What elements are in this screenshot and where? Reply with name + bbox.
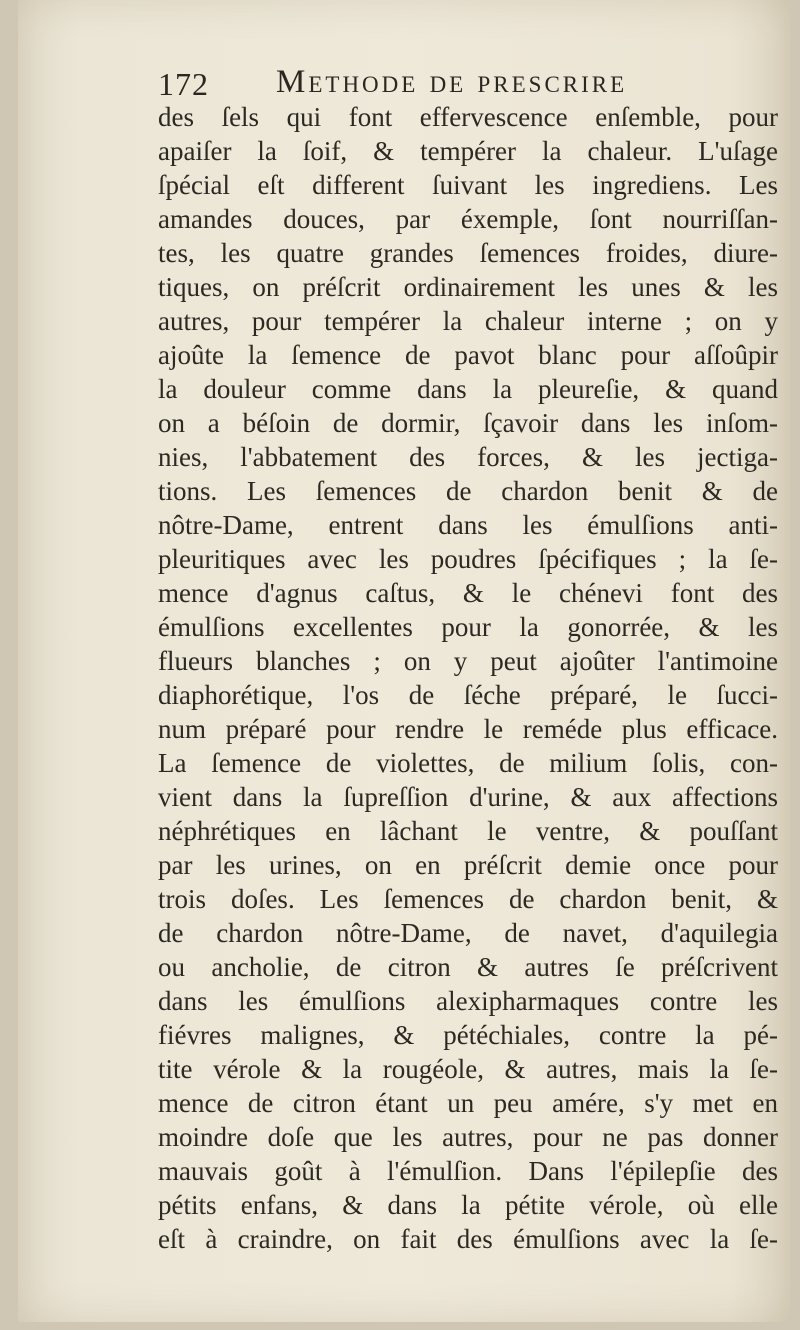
- running-title: Methode de prescrire: [276, 64, 628, 100]
- text-line: des ſels qui font effervescence enſemble, pour: [158, 102, 778, 132]
- text-line: pleuritiques avec les poudres ſpécifiques ; la ſe-: [158, 544, 778, 574]
- text-line: fiévres malignes, & pétéchiales, contre la pé-: [158, 1020, 778, 1050]
- text-line: vient dans la ſupreſſion d'urine, & aux affections: [158, 782, 778, 812]
- text-line: mauvais goût à l'émulſion. Dans l'épilepſie des: [158, 1156, 778, 1186]
- text-line: néphrétiques en lâchant le ventre, & pouſſant: [158, 816, 778, 846]
- text-line: moindre doſe que les autres, pour ne pas donner: [158, 1122, 778, 1152]
- body-text: [158, 100, 778, 1256]
- text-line: eſt à craindre, on fait des émulſions avec la ſe-: [158, 1224, 778, 1254]
- text-line: la douleur comme dans la pleureſie, & quand: [158, 374, 778, 404]
- text-line: apaiſer la ſoif, & tempérer la chaleur. L'uſage: [158, 136, 778, 166]
- text-line: amandes douces, par éxemple, ſont nourriſſan-: [158, 204, 778, 234]
- text-line: mence de citron étant un peu amére, s'y met en: [158, 1088, 778, 1118]
- text-line: flueurs blanches ; on y peut ajoûter l'antimoine: [158, 646, 778, 676]
- text-line: autres, pour tempérer la chaleur interne ; on y: [158, 306, 778, 336]
- text-line: on a béſoin de dormir, ſçavoir dans les inſom-: [158, 408, 778, 438]
- text-line: mence d'agnus caſtus, & le chénevi font des: [158, 578, 778, 608]
- text-line: tite vérole & la rougéole, & autres, mais la ſe-: [158, 1054, 778, 1084]
- text-line: de chardon nôtre-Dame, de navet, d'aquilegia: [158, 918, 778, 948]
- text-line: nies, l'abbatement des forces, & les jectiga-: [158, 442, 778, 472]
- page-number: 172: [158, 66, 209, 102]
- text-line: tes, les quatre grandes ſemences froides, diure-: [158, 238, 778, 268]
- text-line: nôtre-Dame, entrent dans les émulſions anti-: [158, 510, 778, 540]
- text-line: ſpécial eſt different ſuivant les ingrediens. Les: [158, 170, 778, 200]
- text-line: trois doſes. Les ſemences de chardon benit, &: [158, 884, 778, 914]
- text-line: dans les émulſions alexipharmaques contre les: [158, 986, 778, 1016]
- text-line: tiques, on préſcrit ordinairement les unes & les: [158, 272, 778, 302]
- text-line: num préparé pour rendre le reméde plus efficace.: [158, 714, 778, 744]
- text-line: pétits enfans, & dans la pétite vérole, où elle: [158, 1190, 778, 1220]
- text-line: ajoûte la ſemence de pavot blanc pour aſſoûpir: [158, 340, 778, 370]
- text-line: tions. Les ſemences de chardon benit & de: [158, 476, 778, 506]
- text-line: La ſemence de violettes, de milium ſolis, con-: [158, 748, 778, 778]
- text-line: par les urines, on en préſcrit demie once pour: [158, 850, 778, 880]
- book-page: [18, 0, 790, 1322]
- text-line: ou ancholie, de citron & autres ſe préſcrivent: [158, 952, 778, 982]
- text-line: diaphorétique, l'os de ſéche préparé, le ſucci-: [158, 680, 778, 710]
- text-line: émulſions excellentes pour la gonorrée, & les: [158, 612, 778, 642]
